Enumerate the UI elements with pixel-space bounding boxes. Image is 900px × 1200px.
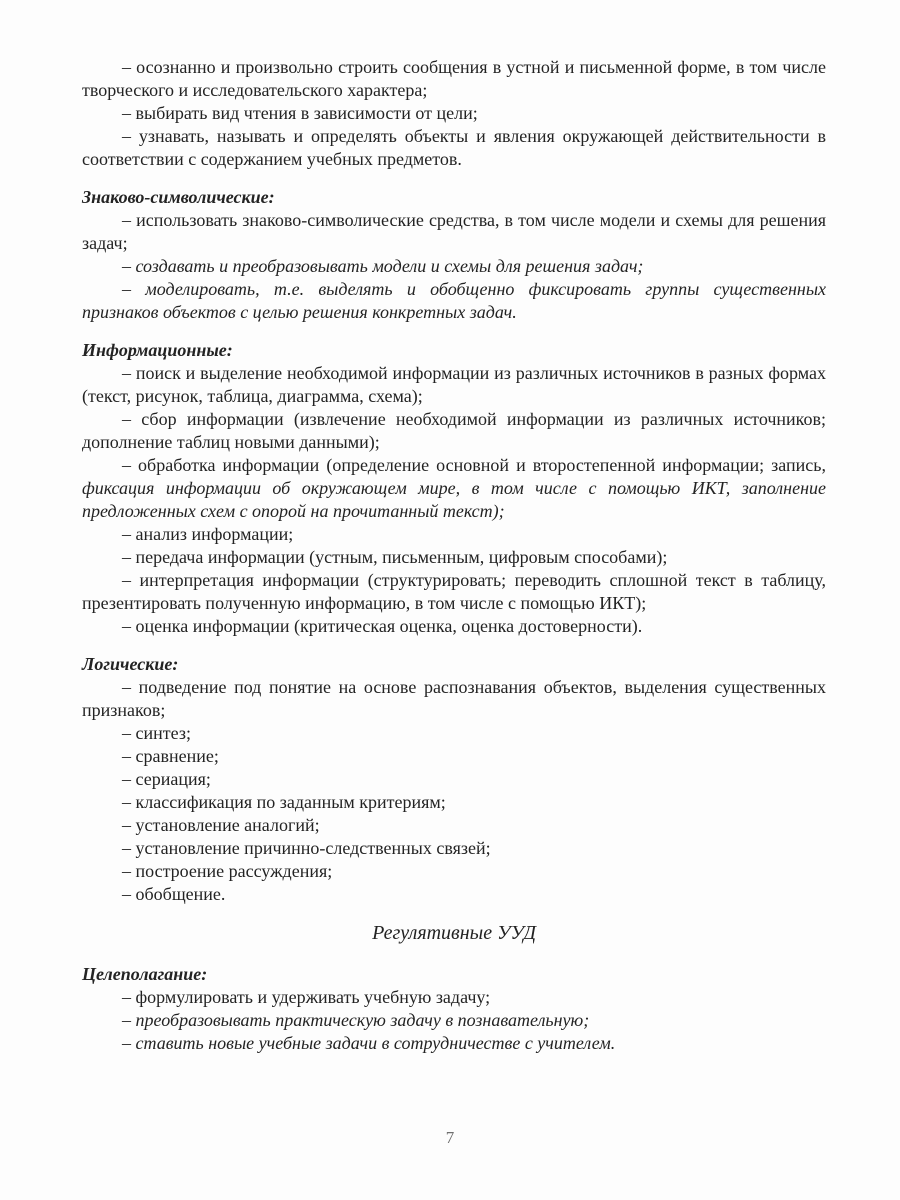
paragraph [82, 125, 826, 171]
text-run: – сериация; [122, 769, 211, 789]
paragraph [82, 986, 826, 1009]
document-content [82, 56, 826, 1055]
text-run: Целеполагание: [82, 964, 208, 984]
paragraph [82, 102, 826, 125]
text-run: – формулировать и удерживать учебную задачу; [122, 987, 491, 1007]
text-run: – сбор информации (извлечение необходимой информации из различных источников; дополнение таблиц новыми данными); [82, 409, 826, 452]
text-run: Регулятивные УУД [372, 922, 536, 944]
paragraph [82, 791, 826, 814]
text-run: – поиск и выделение необходимой информации из различных источников в разных формах (текст, рисунок, таблица, диаграмма, схема); [82, 363, 826, 406]
center-heading [82, 922, 826, 945]
text-run: Логические: [82, 654, 179, 674]
text-run: – использовать знаково-символические средства, в том числе модели и схемы для решения задач; [82, 210, 826, 253]
paragraph [82, 569, 826, 615]
text-run: Информационные: [82, 340, 233, 360]
text-run: – создавать и преобразовывать модели и схемы для решения задач; [122, 256, 644, 276]
text-run: – ставить новые учебные задачи в сотрудничестве с учителем. [122, 1033, 616, 1053]
text-run: – классификация по заданным критериям; [122, 792, 446, 812]
section-heading [82, 963, 826, 986]
paragraph [82, 768, 826, 791]
paragraph [82, 56, 826, 102]
paragraph [82, 676, 826, 722]
section-heading [82, 339, 826, 362]
section-heading [82, 653, 826, 676]
paragraph [82, 408, 826, 454]
text-run: – обработка информации (определение основной и второстепенной информации; запись, [122, 455, 826, 475]
paragraph [82, 883, 826, 906]
text-run: Знаково-символические: [82, 187, 275, 207]
paragraph [82, 546, 826, 569]
text-run: – преобразовывать практическую задачу в познавательную; [122, 1010, 590, 1030]
text-run: – осознанно и произвольно строить сообщения в устной и письменной форме, в том числе творческого и исследовательского характера; [82, 57, 826, 100]
text-run: – обобщение. [122, 884, 226, 904]
text-run: – установление аналогий; [122, 815, 320, 835]
text-run: – интерпретация информации (структурировать; переводить сплошной текст в таблицу, презентировать полученную информацию, в том числе с помощью ИКТ); [82, 570, 826, 613]
paragraph [82, 745, 826, 768]
section-heading [82, 186, 826, 209]
text-run: – анализ информации; [122, 524, 294, 544]
text-run: – сравнение; [122, 746, 219, 766]
paragraph [82, 362, 826, 408]
paragraph [82, 1009, 826, 1032]
paragraph [82, 860, 826, 883]
paragraph [82, 255, 826, 278]
paragraph [82, 837, 826, 860]
page-number: 7 [445, 1128, 455, 1147]
paragraph [82, 615, 826, 638]
text-run: – передача информации (устным, письменным, цифровым способами); [122, 547, 668, 567]
paragraph [82, 523, 826, 546]
text-run: фиксация информации об окружающем мире, в том числе с помощью ИКТ, заполнение предложенных схем с опорой на прочитанный текст); [82, 478, 826, 521]
text-run: – узнавать, называть и определять объекты и явления окружающей действительности в соответствии с содержанием учебных предметов. [82, 126, 826, 169]
paragraph [82, 814, 826, 837]
text-run: – моделировать, т.е. выделять и обобщенно фиксировать группы существенных признаков объектов с целью решения конкретных задач. [82, 279, 826, 322]
text-run: – установление причинно-следственных связей; [122, 838, 491, 858]
text-run: – оценка информации (критическая оценка, оценка достоверности). [122, 616, 643, 636]
text-run: – выбирать вид чтения в зависимости от цели; [122, 103, 478, 123]
paragraph [82, 454, 826, 523]
paragraph [82, 722, 826, 745]
text-run: – подведение под понятие на основе распознавания объектов, выделения существенных признаков; [82, 677, 826, 720]
text-run: – синтез; [122, 723, 191, 743]
paragraph [82, 1032, 826, 1055]
paragraph [82, 278, 826, 324]
paragraph [82, 209, 826, 255]
text-run: – построение рассуждения; [122, 861, 333, 881]
